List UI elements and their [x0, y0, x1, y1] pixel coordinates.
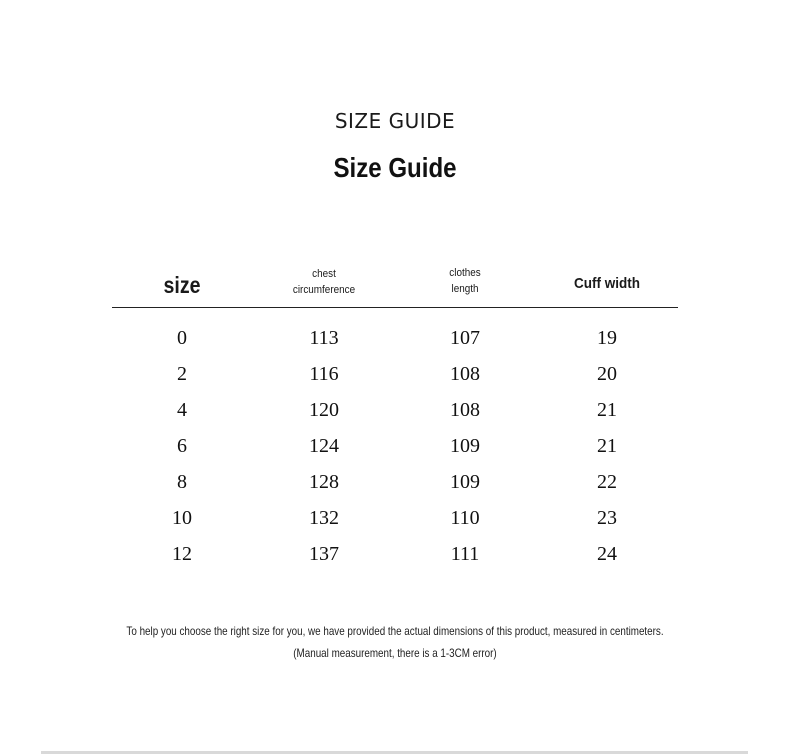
cell-cuff: 20	[597, 363, 617, 385]
cell-length: 110	[450, 507, 480, 529]
cell-cuff: 22	[597, 471, 617, 493]
cell-size: 6	[177, 435, 187, 457]
header-chest-line2: circumference	[292, 284, 356, 296]
cell-chest: 120	[309, 399, 339, 421]
header-cuff-width: Cuff width	[574, 275, 640, 292]
table-row	[112, 320, 678, 356]
table-row	[112, 500, 678, 536]
cell-cuff: 21	[597, 435, 617, 457]
table-header	[112, 262, 678, 308]
guide-heading: SIZE GUIDE	[334, 109, 456, 133]
cell-chest: 124	[309, 435, 339, 457]
cell-length: 107	[450, 327, 480, 349]
size-table	[112, 262, 678, 565]
table-row	[112, 428, 678, 464]
bottom-divider	[41, 751, 748, 754]
table-body	[112, 320, 678, 572]
cell-length: 109	[450, 471, 480, 493]
cell-length: 111	[450, 543, 480, 565]
cell-size: 4	[177, 399, 187, 421]
table-row	[112, 392, 678, 428]
header-chest-line1: chest	[312, 268, 336, 280]
cell-cuff: 19	[597, 327, 617, 349]
page-title: Size Guide	[333, 152, 457, 183]
header-chest-circumference	[279, 266, 369, 298]
cell-size: 0	[177, 327, 187, 349]
cell-cuff: 24	[597, 543, 617, 565]
cell-chest: 128	[309, 471, 339, 493]
table-row	[112, 536, 678, 572]
measurement-note: To help you choose the right size for you, we have provided the actual dimensions of this product, measured in centimeters.	[126, 624, 664, 638]
table-row	[112, 356, 678, 392]
header-length-line1: clothes	[449, 267, 481, 279]
header-length-line2: length	[451, 283, 479, 295]
header-size: size	[163, 272, 201, 298]
table-row	[112, 464, 678, 500]
cell-cuff: 23	[597, 507, 617, 529]
cell-length: 108	[450, 363, 480, 385]
cell-chest: 137	[309, 543, 339, 565]
cell-length: 108	[450, 399, 480, 421]
cell-size: 2	[177, 363, 187, 385]
cell-size: 12	[172, 543, 192, 565]
cell-chest: 116	[309, 363, 339, 385]
cell-cuff: 21	[597, 399, 617, 421]
cell-chest: 132	[309, 507, 339, 529]
cell-size: 8	[177, 471, 187, 493]
cell-chest: 113	[309, 327, 339, 349]
cell-size: 10	[172, 507, 192, 529]
cell-length: 109	[450, 435, 480, 457]
header-clothes-length	[420, 265, 510, 297]
measurement-error-note: (Manual measurement, there is a 1-3CM error)	[293, 646, 497, 660]
